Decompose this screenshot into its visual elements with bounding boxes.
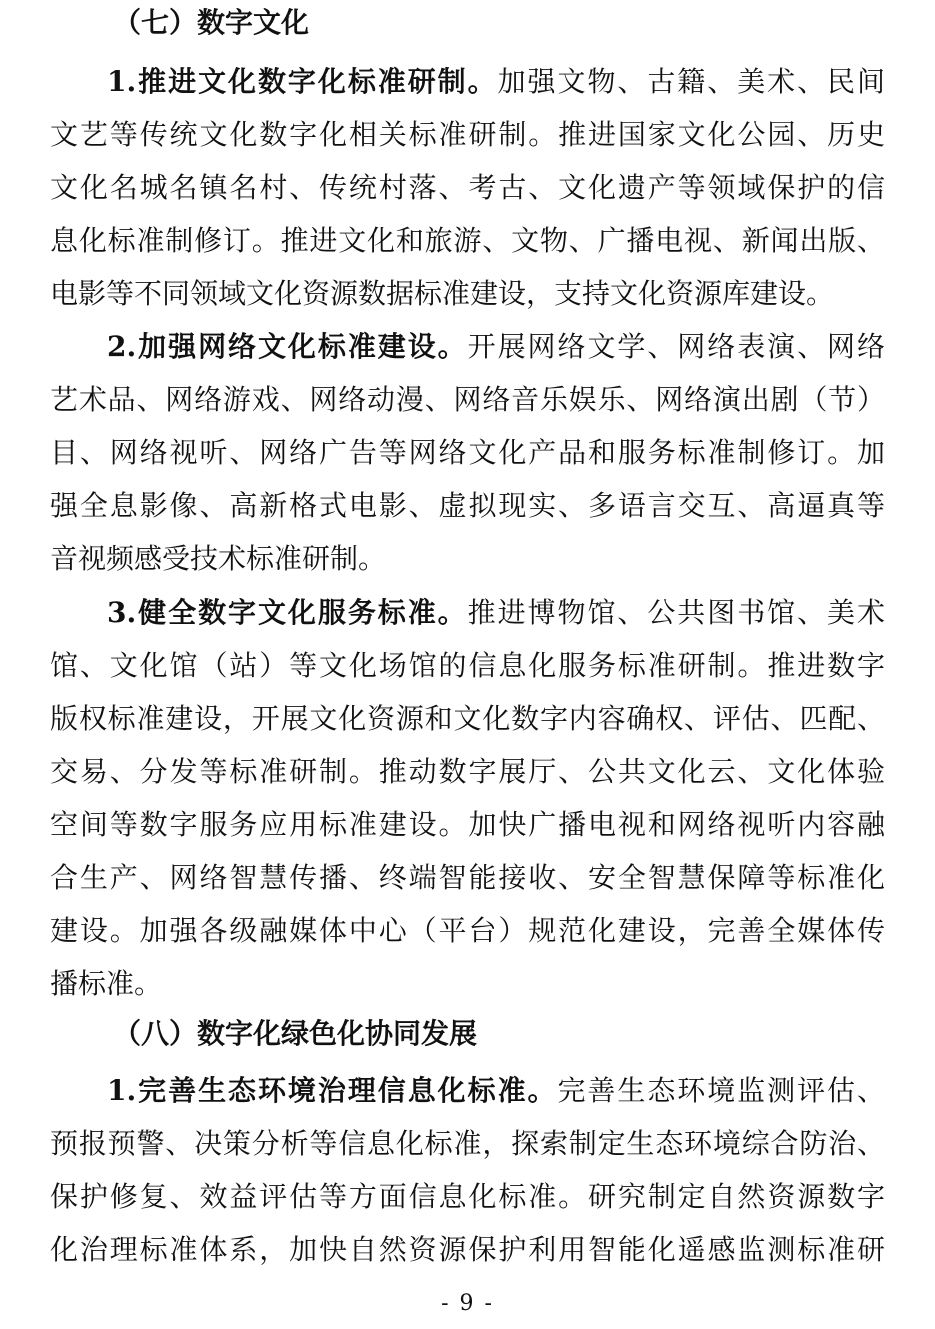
paragraph-7-3: [50, 586, 885, 1010]
paragraph-line: [50, 1064, 885, 1117]
paragraph-lead: 1.完善生态环境治理信息化标准。: [107, 1074, 558, 1107]
paragraph-line: 保护修复、效益评估等方面信息化标准。研究制定自然资源数字: [50, 1180, 885, 1213]
paragraph-text: 加强文物、古籍、美术、民间: [497, 65, 885, 98]
section-heading-8: （八）数字化绿色化协同发展: [113, 1017, 478, 1050]
section-heading-7: （七）数字文化: [113, 6, 310, 39]
paragraph-line: 艺术品、网络游戏、网络动漫、网络音乐娱乐、网络演出剧（节）: [50, 383, 885, 416]
paragraph-7-2: [50, 320, 885, 585]
paragraph-line: 目、网络视听、网络广告等网络文化产品和服务标准制修订。加: [50, 436, 885, 469]
page-number: - 9 -: [441, 1291, 494, 1316]
paragraph-line: 电影等不同领域文化资源数据标准建设，支持文化资源库建设。: [50, 277, 835, 310]
paragraph-line: 音视频感受技术标准研制。: [50, 542, 387, 575]
paragraph-text: 开展网络文学、网络表演、网络: [467, 330, 885, 363]
paragraph-8-1: [50, 1064, 885, 1276]
paragraph-text: 推进博物馆、公共图书馆、美术: [467, 596, 885, 629]
paragraph-line: 建设。加强各级融媒体中心（平台）规范化建设，完善全媒体传: [50, 914, 885, 947]
paragraph-line: 交易、分发等标准研制。推动数字展厅、公共文化云、文化体验: [50, 755, 885, 788]
paragraph-text: 完善生态环境监测评估、: [557, 1074, 885, 1107]
paragraph-line: 版权标准建设，开展文化资源和文化数字内容确权、评估、匹配、: [50, 702, 885, 735]
paragraph-line: 强全息影像、高新格式电影、虚拟现实、多语言交互、高逼真等: [50, 489, 885, 522]
paragraph-line: [50, 586, 885, 639]
paragraph-line: 息化标准制修订。推进文化和旅游、文物、广播电视、新闻出版、: [50, 224, 885, 257]
paragraph-line: 播标准。: [50, 967, 163, 1000]
paragraph-line: [50, 55, 885, 108]
paragraph-line: 文艺等传统文化数字化相关标准研制。推进国家文化公园、历史: [50, 118, 885, 151]
paragraph-lead: 1.推进文化数字化标准研制。: [107, 65, 498, 98]
paragraph-lead: 3.健全数字文化服务标准。: [107, 596, 468, 629]
paragraph-line: 文化名城名镇名村、传统村落、考古、文化遗产等领域保护的信: [50, 171, 885, 204]
paragraph-lead: 2.加强网络文化标准建设。: [107, 330, 468, 363]
paragraph-line: 预报预警、决策分析等信息化标准，探索制定生态环境综合防治、: [50, 1127, 885, 1160]
paragraph-line: 空间等数字服务应用标准建设。加快广播电视和网络视听内容融: [50, 808, 885, 841]
paragraph-line: [50, 320, 885, 373]
paragraph-7-1: [50, 55, 885, 320]
paragraph-line: 合生产、网络智慧传播、终端智能接收、安全智慧保障等标准化: [50, 861, 885, 894]
paragraph-line: 化治理标准体系，加快自然资源保护利用智能化遥感监测标准研: [50, 1233, 885, 1266]
paragraph-line: 馆、文化馆（站）等文化场馆的信息化服务标准研制。推进数字: [50, 649, 885, 682]
